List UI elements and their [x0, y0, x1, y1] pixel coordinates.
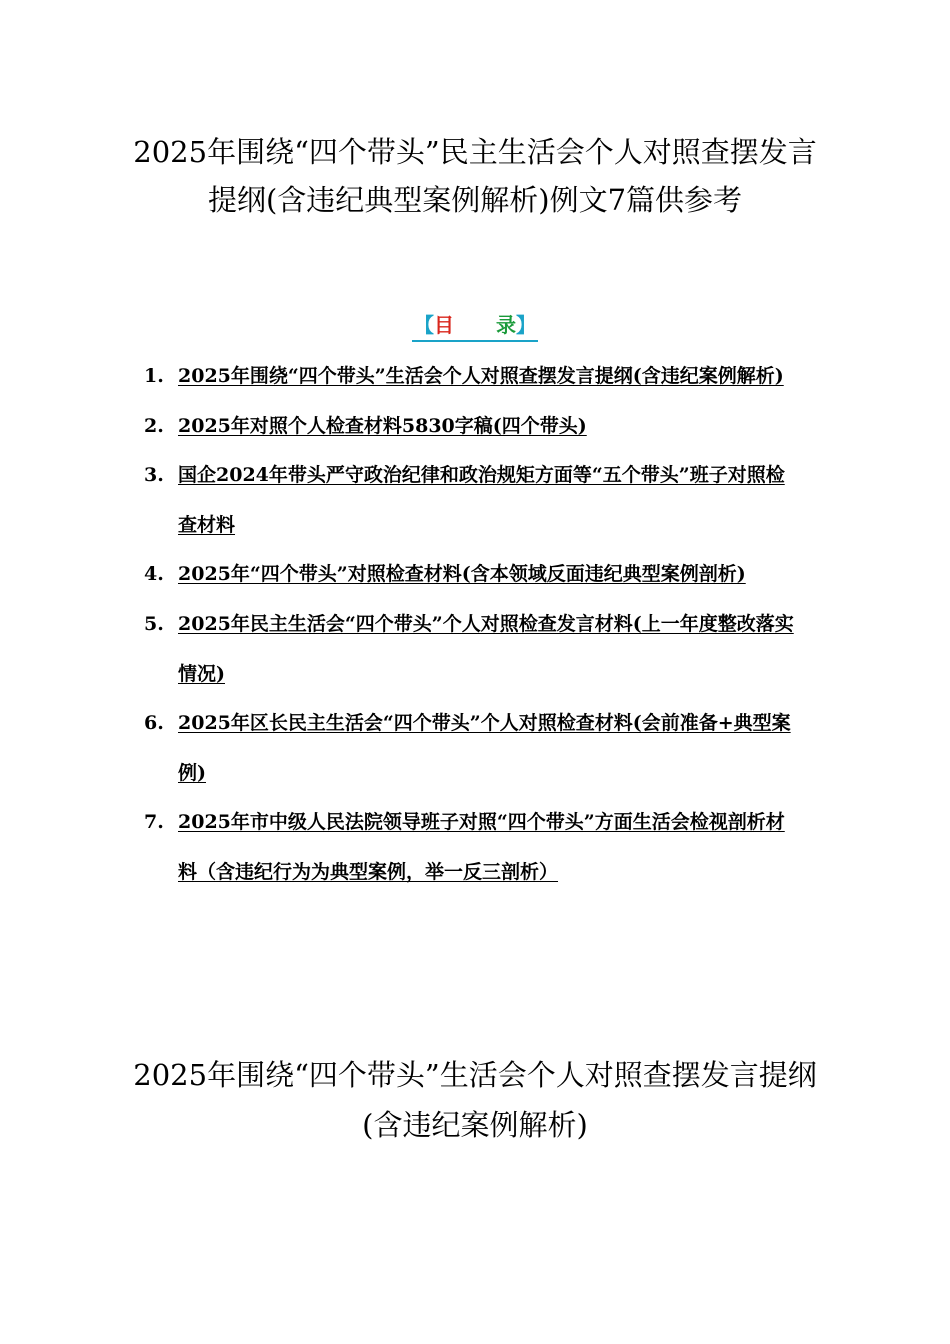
toc-bracket-left: 【	[414, 313, 434, 337]
toc-item-link[interactable]: 2025年民主生活会“四个带头”个人对照检查发言材料(上一年度整改落实情况)	[178, 612, 794, 685]
toc-item[interactable]	[140, 550, 800, 600]
toc-item-number: 2.	[144, 414, 164, 437]
toc-item-number: 5.	[144, 612, 164, 635]
toc-heading	[0, 310, 950, 342]
toc-item[interactable]	[140, 352, 800, 402]
toc-heading-char-1: 目	[434, 313, 454, 337]
document-title: 2025年围绕“四个带头”民主生活会个人对照查摆发言提纲(含违纪典型案例解析)例文7篇供参考	[133, 135, 817, 217]
toc-item[interactable]	[140, 402, 800, 452]
toc-list	[140, 352, 800, 898]
toc-item-link[interactable]: 2025年市中级人民法院领导班子对照“四个带头”方面生活会检视剖析材料（含违纪行为为典型案例，举一反三剖析）	[178, 811, 785, 883]
toc-item-number: 3.	[144, 464, 164, 487]
toc-item[interactable]	[140, 699, 800, 798]
toc-item-number: 4.	[144, 563, 164, 586]
toc-item-link[interactable]: 2025年对照个人检查材料5830字稿(四个带头)	[178, 414, 587, 437]
toc-item-link[interactable]: 2025年“四个带头”对照检查材料(含本领域反面违纪典型案例剖析)	[178, 563, 746, 586]
section-title: 2025年围绕“四个带头”生活会个人对照查摆发言提纲(含违纪案例解析)	[133, 1058, 817, 1142]
toc-item-link[interactable]: 2025年围绕“四个带头”生活会个人对照查摆发言提纲(含违纪案例解析)	[178, 365, 784, 387]
toc-item[interactable]	[140, 451, 800, 550]
toc-heading-underline	[412, 310, 538, 342]
toc-item-number: 6.	[144, 712, 164, 735]
toc-item-number: 1.	[144, 365, 164, 387]
toc-item[interactable]	[140, 798, 800, 897]
toc-heading-char-2: 录	[496, 313, 516, 337]
toc-item-link[interactable]: 2025年区长民主生活会“四个带头”个人对照检查材料(会前准备+典型案例)	[178, 712, 791, 784]
toc-item-link[interactable]: 国企2024年带头严守政治纪律和政治规矩方面等“五个带头”班子对照检查材料	[178, 464, 785, 536]
toc-item-number: 7.	[144, 811, 164, 834]
toc-item[interactable]	[140, 600, 800, 699]
toc-bracket-right: 】	[516, 313, 536, 337]
